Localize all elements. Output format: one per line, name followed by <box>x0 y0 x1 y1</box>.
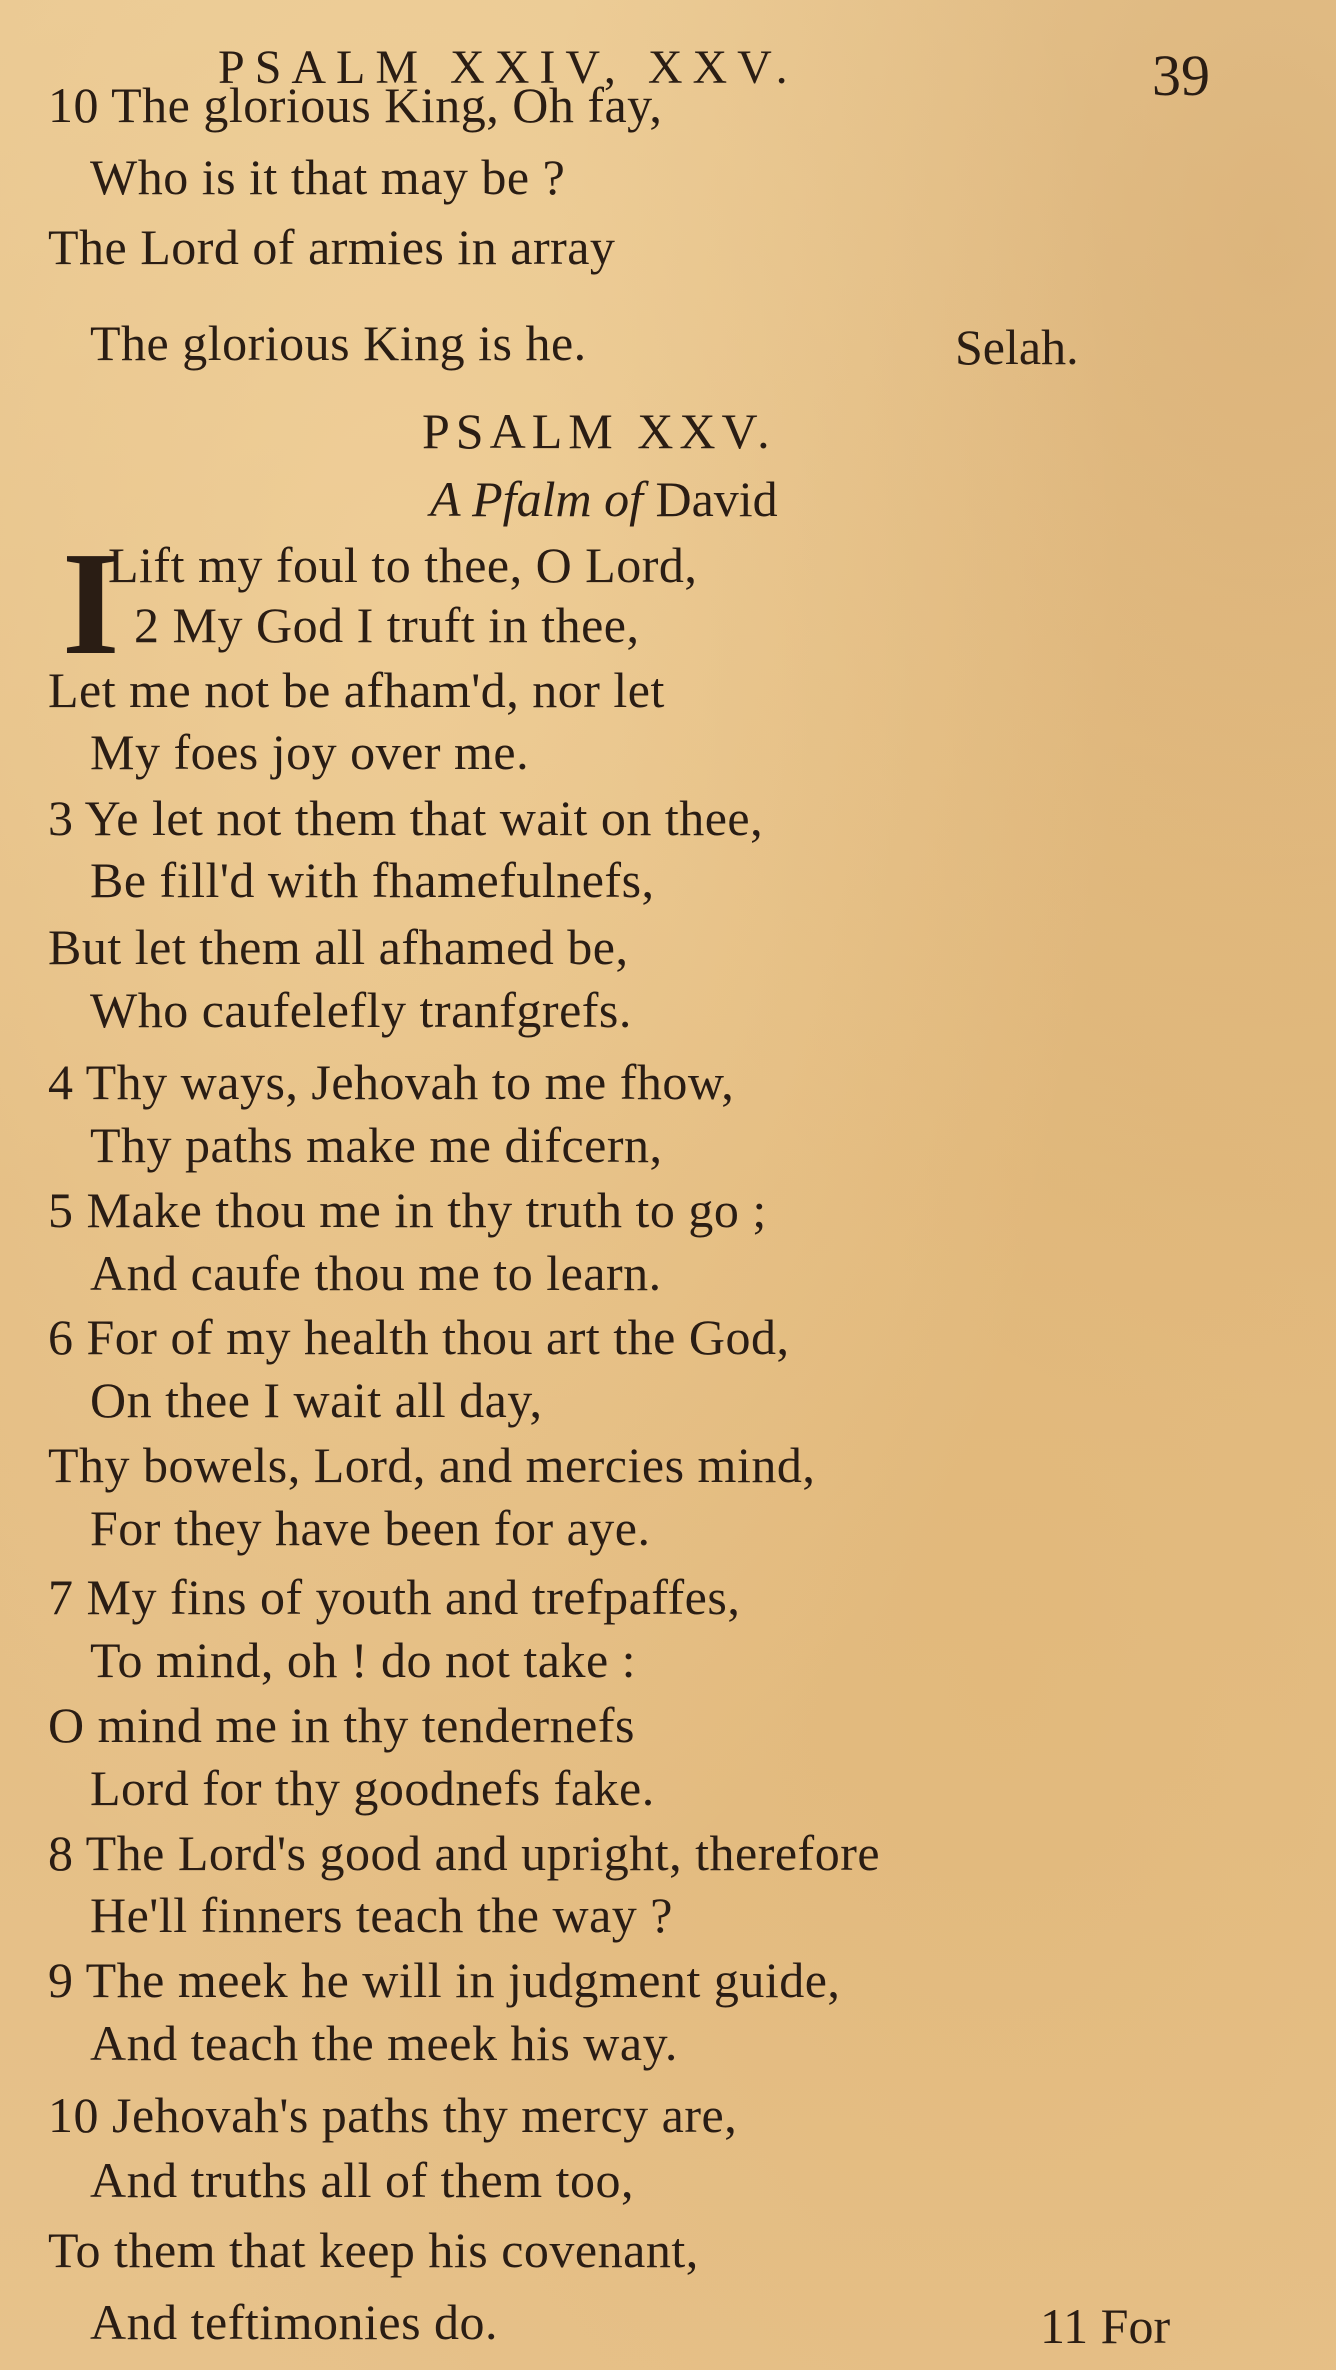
verse-line: 4 Thy ways, Jehovah to me fhow, <box>48 1054 735 1110</box>
verse-line: Let me not be afham'd, nor let <box>48 662 665 718</box>
verse-line: 3 Ye let not them that wait on thee, <box>48 790 764 846</box>
verse-line: 6 For of my health thou art the God, <box>48 1309 790 1365</box>
verse-line: 8 The Lord's good and upright, therefore <box>48 1825 881 1881</box>
verse-line: My foes joy over me. <box>90 724 530 780</box>
verse-line: 5 Make thou me in thy truth to go ; <box>48 1182 767 1238</box>
running-title: PSALM XXIV, XXV. <box>218 41 798 94</box>
psalm-subtitle <box>430 470 778 528</box>
verse-line: To mind, oh ! do not take : <box>90 1632 637 1688</box>
verse-line: On thee I wait all day, <box>90 1372 543 1428</box>
verse-line: 2 My God I truft in thee, <box>134 597 640 653</box>
page-number: 39 <box>1152 43 1210 108</box>
subtitle-italic: A Pfalm of <box>430 471 643 527</box>
selah-marker: Selah. <box>955 319 1079 375</box>
drop-cap: I <box>62 522 120 686</box>
verse-line: Lord for thy goodnefs fake. <box>90 1760 655 1816</box>
verse-line: 9 The meek he will in judgment guide, <box>48 1952 841 2008</box>
psalm-heading: PSALM XXV. <box>422 403 776 459</box>
subtitle-roman: David <box>655 471 778 527</box>
verse-line: But let them all afhamed be, <box>48 919 629 975</box>
verse-line: He'll finners teach the way ? <box>90 1887 673 1943</box>
verse-line: And caufe thou me to learn. <box>90 1245 662 1301</box>
verse-line: To them that keep his covenant, <box>48 2222 699 2278</box>
verse-line: Lift my foul to thee, O Lord, <box>108 537 698 593</box>
verse-line: The glorious King is he. <box>90 315 587 371</box>
verse-line: For they have been for aye. <box>90 1500 651 1556</box>
verse-line: And truths all of them too, <box>90 2152 634 2208</box>
verse-line: 10 Jehovah's paths thy mercy are, <box>48 2087 738 2143</box>
verse-line: Who is it that may be ? <box>90 149 566 205</box>
verse-line: The Lord of armies in array <box>48 219 616 275</box>
verse-line: Be fill'd with fhamefulnefs, <box>90 852 655 908</box>
verse-line: O mind me in thy tendernefs <box>48 1697 635 1753</box>
verse-line: And teach the meek his way. <box>90 2015 678 2071</box>
verse-line: Thy paths make me difcern, <box>90 1117 663 1173</box>
verse-line: 10 The glorious King, Oh fay, <box>48 77 663 133</box>
verse-line: 7 My fins of youth and trefpaffes, <box>48 1569 741 1625</box>
verse-line: Who caufelefly tranfgrefs. <box>90 982 632 1038</box>
verse-line: And teftimonies do. <box>90 2294 499 2350</box>
verse-line: Thy bowels, Lord, and mercies mind, <box>48 1437 816 1493</box>
catchword: 11 For <box>1040 2298 1171 2354</box>
